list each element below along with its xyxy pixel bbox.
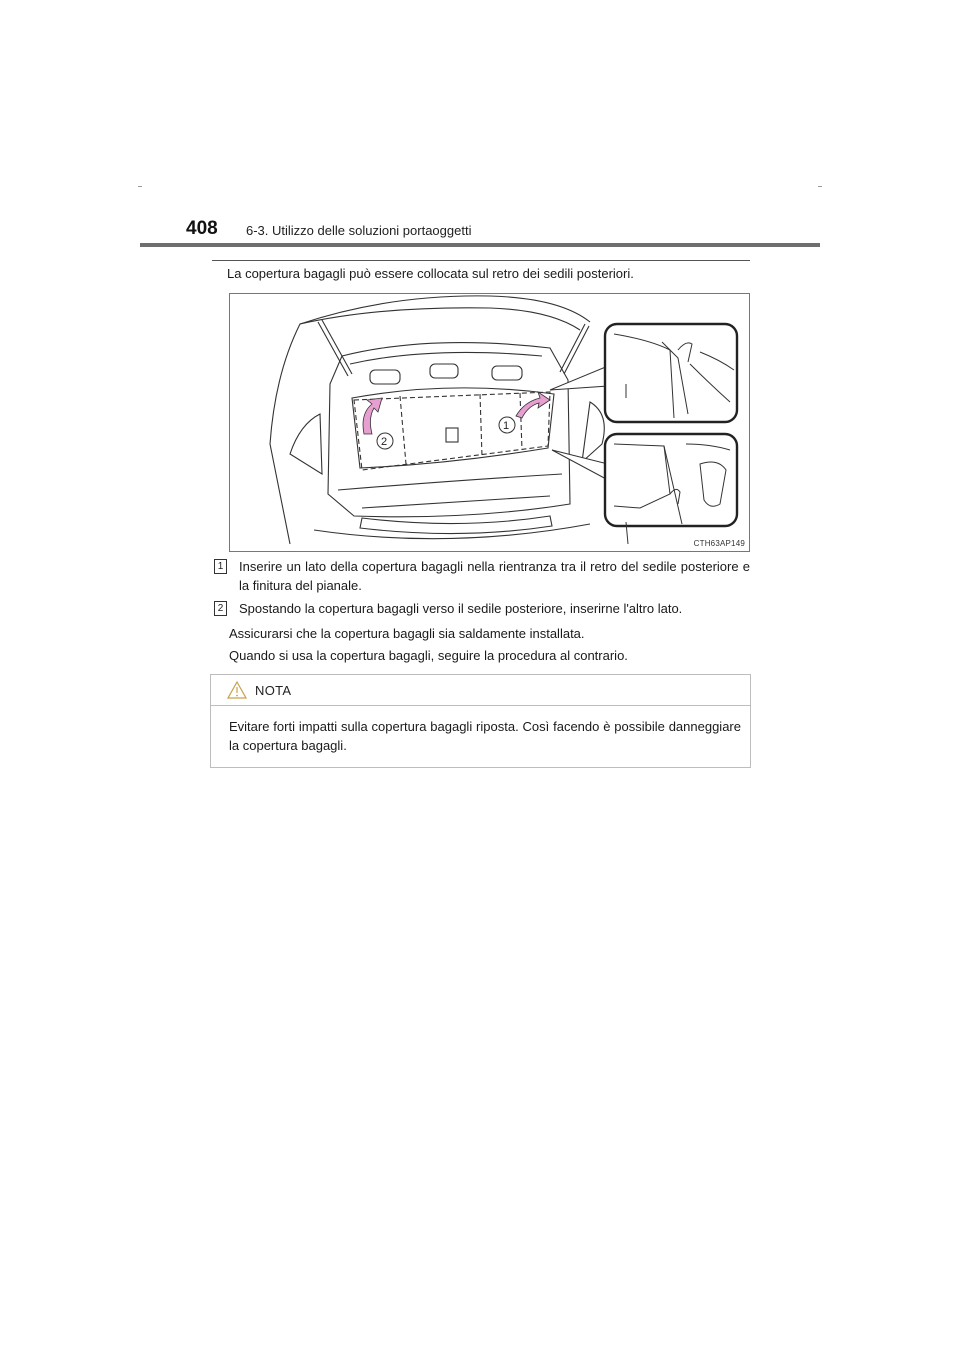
crop-mark-left: [138, 186, 142, 187]
insert-arrow-2: [363, 398, 382, 434]
note-paragraph: Quando si usa la copertura bagagli, seguire la procedura al contrario.: [229, 648, 628, 663]
step-item: [214, 599, 750, 618]
step-text: Spostando la copertura bagagli verso il sedile posteriore, inserirne l'altro lato.: [239, 601, 683, 616]
insert-arrow-1: [516, 392, 550, 418]
intro-text: La copertura bagagli può essere collocata sul retro dei sedili posteriori.: [227, 266, 634, 281]
step-number: 2: [214, 601, 227, 616]
section-divider: [212, 260, 750, 261]
step-number: 1: [214, 559, 227, 574]
figure-marker-2: 2: [381, 436, 388, 448]
nota-header: [211, 675, 750, 706]
luggage-compartment-drawing: [230, 294, 749, 551]
header-rule: [140, 243, 820, 247]
figure-marker-1: 1: [503, 420, 510, 432]
warning-triangle-icon: [227, 681, 247, 699]
figure-code: CTH63AP149: [693, 539, 745, 548]
cargo-cover-illustration: [229, 293, 750, 552]
nota-box: [210, 674, 751, 768]
nota-title: NOTA: [255, 683, 292, 698]
crop-mark-right: [818, 186, 822, 187]
step-text: Inserire un lato della copertura bagagli nella rientranza tra il retro del sedile posteriore e la finitura del pianale.: [239, 559, 750, 593]
nota-body: Evitare forti impatti sulla copertura bagagli riposta. Così facendo è possibile danneggiare la copertura bagagli.: [229, 719, 741, 753]
page-number: 408: [186, 218, 218, 239]
section-title: 6-3. Utilizzo delle soluzioni portaoggetti: [246, 223, 472, 238]
step-item: [214, 557, 750, 595]
note-paragraph: Assicurarsi che la copertura bagagli sia saldamente installata.: [229, 626, 585, 641]
